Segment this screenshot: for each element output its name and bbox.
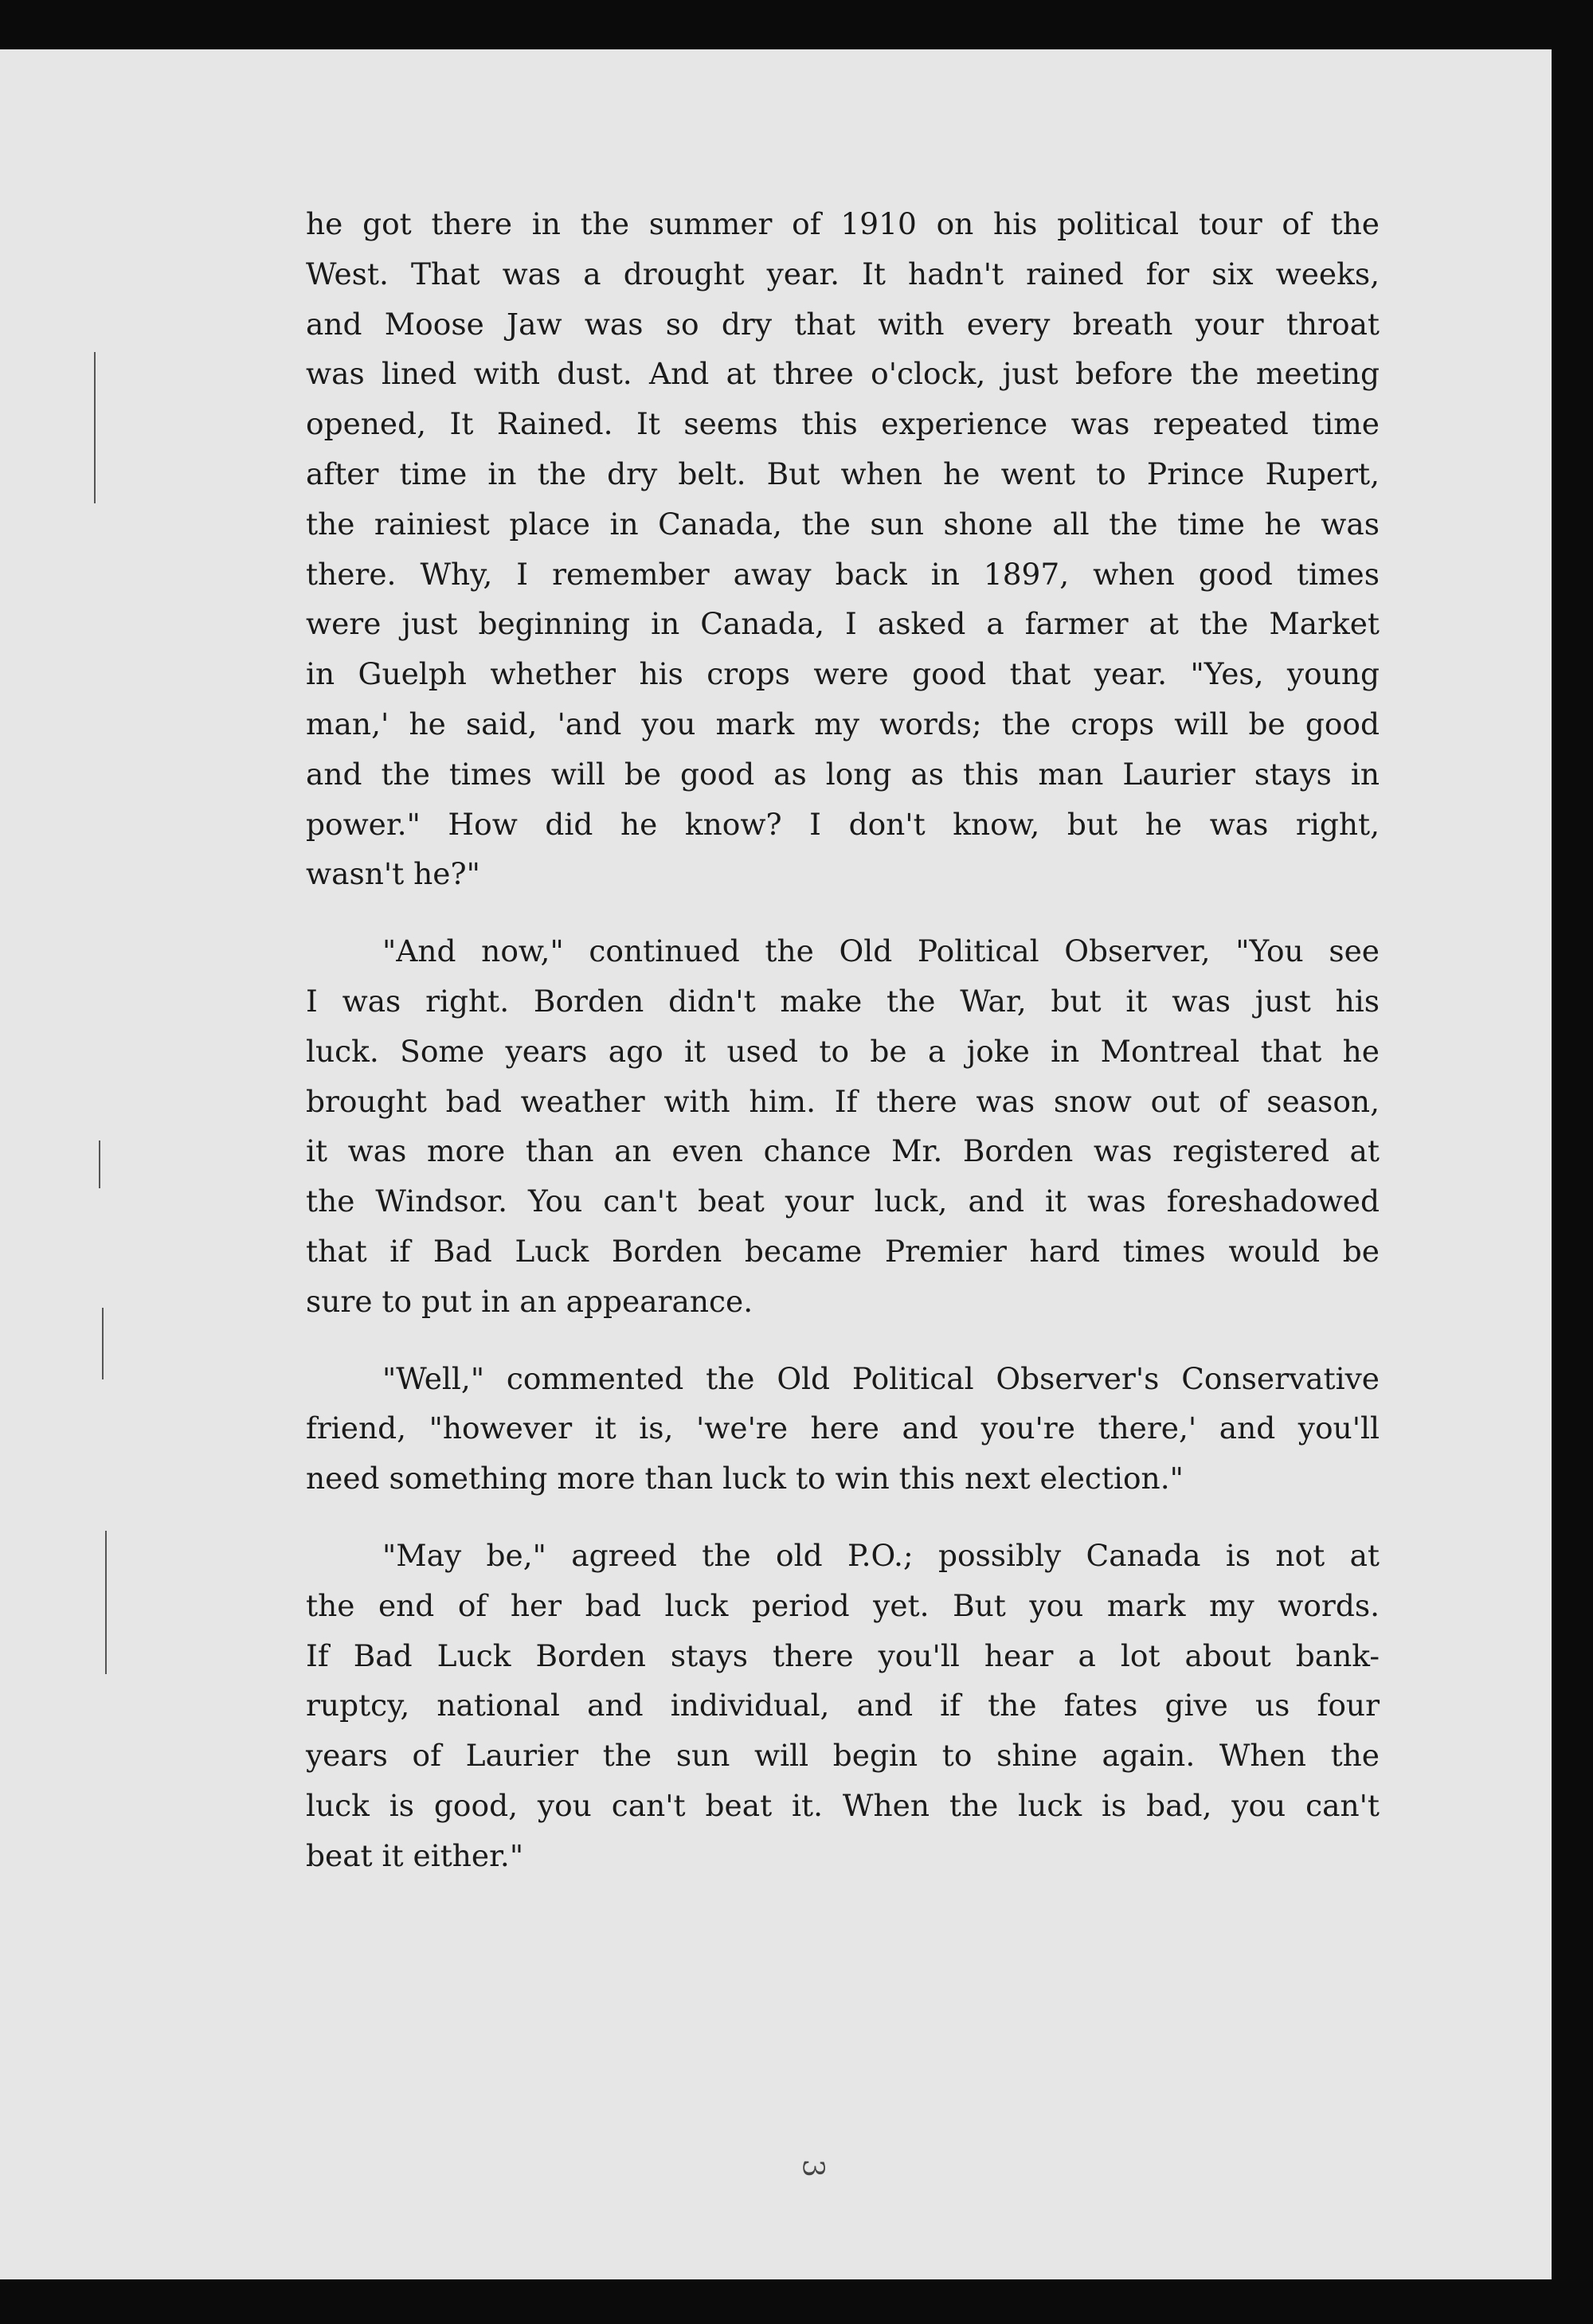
text-line: luck is good, you can't beat it. When the luck is bad, you can't (306, 1787, 1380, 1823)
text-line: need something more than luck to win this next election." (306, 1461, 1184, 1497)
text-line: ruptcy, national and individual, and if the fates give us four (306, 1688, 1380, 1723)
text-line: he got there in the summer of 1910 on his political tour of the (306, 206, 1380, 241)
margin-mark (105, 1531, 107, 1674)
text-line: If Bad Luck Borden stays there you'll hear a lot about bank- (306, 1637, 1380, 1673)
body-text (306, 199, 1380, 1881)
text-line: there. Why, I remember away back in 1897, when good times (306, 556, 1380, 592)
text-line: years of Laurier the sun will begin to shine again. When the (306, 1738, 1380, 1774)
text-line: power." How did he know? I don't know, but he was right, (306, 806, 1380, 842)
text-line: and Moose Jaw was so dry that with every breath your throat (306, 306, 1380, 342)
text-line: that if Bad Luck Borden became Premier hard times would be (306, 1233, 1380, 1269)
text-line: friend, "however it is, 'we're here and you're there,' and you'll (306, 1410, 1380, 1446)
paragraph-4 (306, 1531, 1380, 1881)
text-line: I was right. Borden didn't make the War, but it was just his (306, 983, 1380, 1019)
scan-border-top (0, 0, 1593, 49)
text-line: opened, It Rained. It seems this experience was repeated time (306, 406, 1380, 442)
text-line: brought bad weather with him. If there was snow out of season, (306, 1083, 1380, 1119)
text-line: sure to put in an appearance. (306, 1283, 753, 1319)
text-line: it was more than an even chance Mr. Borden was registered at (306, 1133, 1380, 1169)
text-line: in Guelph whether his crops were good that year. "Yes, young (306, 656, 1380, 692)
paragraph-2 (306, 926, 1380, 1326)
text-line: the Windsor. You can't beat your luck, and it was foreshadowed (306, 1184, 1380, 1219)
text-line: man,' he said, 'and you mark my words; the crops will be good (306, 706, 1380, 741)
text-line: "And now," continued the Old Political Observer, "You see (382, 933, 1380, 969)
text-line: after time in the dry belt. But when he went to Prince Rupert, (306, 456, 1380, 491)
text-line: wasn't he?" (306, 856, 480, 892)
text-line: "Well," commented the Old Political Observer's Conservative (382, 1360, 1380, 1396)
margin-mark (102, 1308, 104, 1379)
page-number: 3 (796, 2159, 829, 2177)
document-page (0, 49, 1552, 2279)
margin-mark (99, 1140, 100, 1188)
text-line: beat it either." (306, 1837, 524, 1873)
text-line: West. That was a drought year. It hadn't rained for six weeks, (306, 256, 1380, 291)
paragraph-3 (306, 1354, 1380, 1504)
text-line: the end of her bad luck period yet. But you mark my words. (306, 1587, 1380, 1623)
text-line: were just beginning in Canada, I asked a farmer at the Market (306, 606, 1380, 642)
text-line: and the times will be good as long as this man Laurier stays in (306, 756, 1380, 792)
text-line: was lined with dust. And at three o'clock, just before the meeting (306, 356, 1380, 392)
text-line: luck. Some years ago it used to be a joke in Montreal that he (306, 1033, 1380, 1069)
margin-mark (94, 352, 96, 503)
paragraph-1 (306, 199, 1380, 899)
text-line: the rainiest place in Canada, the sun shone all the time he was (306, 506, 1380, 542)
text-line: "May be," agreed the old P.O.; possibly Canada is not at (382, 1537, 1380, 1573)
